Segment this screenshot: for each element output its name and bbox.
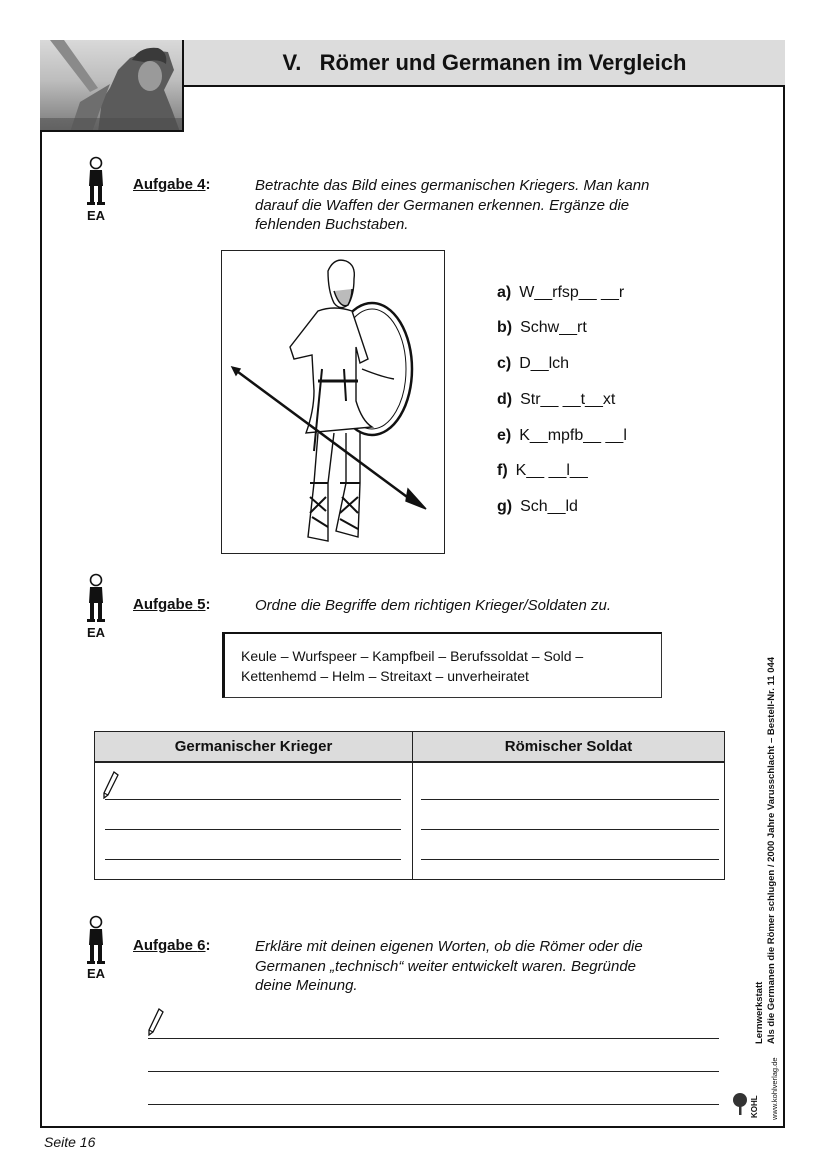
- fill-in-item-e: e) K__mpfb__ __l: [497, 427, 627, 444]
- column-header-roman: Römischer Soldat: [413, 732, 725, 763]
- task-4-label: Aufgabe 4:: [133, 176, 211, 193]
- sidebar-series: Lernwerkstatt: [754, 981, 765, 1044]
- page-title: [184, 40, 785, 87]
- word-bank: [222, 632, 662, 698]
- comparison-table: [94, 731, 725, 880]
- answer-line[interactable]: [105, 799, 401, 800]
- answer-line[interactable]: [148, 1104, 719, 1105]
- answer-line[interactable]: [105, 859, 401, 860]
- answer-cell-germanic[interactable]: [95, 762, 413, 880]
- fill-in-item-d: d) Str__ __t__xt: [497, 391, 616, 408]
- work-form-label: EA: [86, 966, 106, 981]
- page-number: Seite 16: [44, 1134, 96, 1150]
- chapter-number: V.: [282, 49, 302, 75]
- pencil-icon: [148, 1008, 164, 1041]
- student-figure-icon: [83, 573, 109, 630]
- publisher-logo-text: KOHL: [750, 1095, 759, 1118]
- student-figure-icon: [83, 915, 109, 972]
- answer-line[interactable]: [148, 1071, 719, 1072]
- answer-line[interactable]: [421, 859, 719, 860]
- work-form-label: EA: [86, 208, 106, 223]
- task-6-label: Aufgabe 6:: [133, 937, 211, 954]
- publisher-website: www.kohlverlag.de: [770, 1057, 779, 1120]
- fill-in-item-c: c) D__lch: [497, 355, 570, 372]
- title-text: Römer und Germanen im Vergleich: [319, 49, 687, 75]
- fill-in-item-f: f) K__ __l__: [497, 462, 588, 479]
- answer-line[interactable]: [105, 829, 401, 830]
- fill-in-item-a: a) W__rfsp__ __r: [497, 284, 625, 301]
- word-bank-line: Keule – Wurfspeer – Kampfbeil – Berufssoldat – Sold –: [241, 648, 584, 664]
- fill-in-item-g: g) Sch__ld: [497, 498, 578, 515]
- tree-logo-icon: [732, 1092, 748, 1121]
- fill-in-item-b: b) Schw__rt: [497, 319, 587, 336]
- student-figure-icon: [83, 156, 109, 213]
- word-bank-line: Kettenhemd – Helm – Streitaxt – unverheiratet: [241, 668, 529, 684]
- answer-cell-roman[interactable]: [413, 762, 725, 880]
- column-header-germanic: Germanischer Krieger: [95, 732, 413, 763]
- germanic-warrior-illustration: [221, 250, 445, 554]
- answer-line[interactable]: [421, 799, 719, 800]
- publisher-sidebar: [726, 640, 786, 1120]
- task-4-instructions: Betrachte das Bild eines germanischen Kriegers. Man kann darauf die Waffen der Germanen erkennen. Ergänze die fehlenden Buchstaben.: [255, 177, 650, 233]
- answer-line[interactable]: [421, 829, 719, 830]
- statue-photo: [40, 40, 184, 132]
- task-5-instructions: Ordne die Begriffe dem richtigen Krieger/Soldaten zu.: [255, 597, 612, 614]
- task-5-label: Aufgabe 5:: [133, 596, 211, 613]
- sidebar-book-title: Als die Germanen die Römer schlugen / 2000 Jahre Varusschlacht – Bestell-Nr. 11 044: [766, 656, 777, 1044]
- answer-line[interactable]: [148, 1038, 719, 1039]
- work-form-label: EA: [86, 625, 106, 640]
- task-6-instructions: Erkläre mit deinen eigenen Worten, ob die Römer oder die Germanen „technisch“ weiter entwickelt waren. Begründe deine Meinung.: [255, 938, 643, 994]
